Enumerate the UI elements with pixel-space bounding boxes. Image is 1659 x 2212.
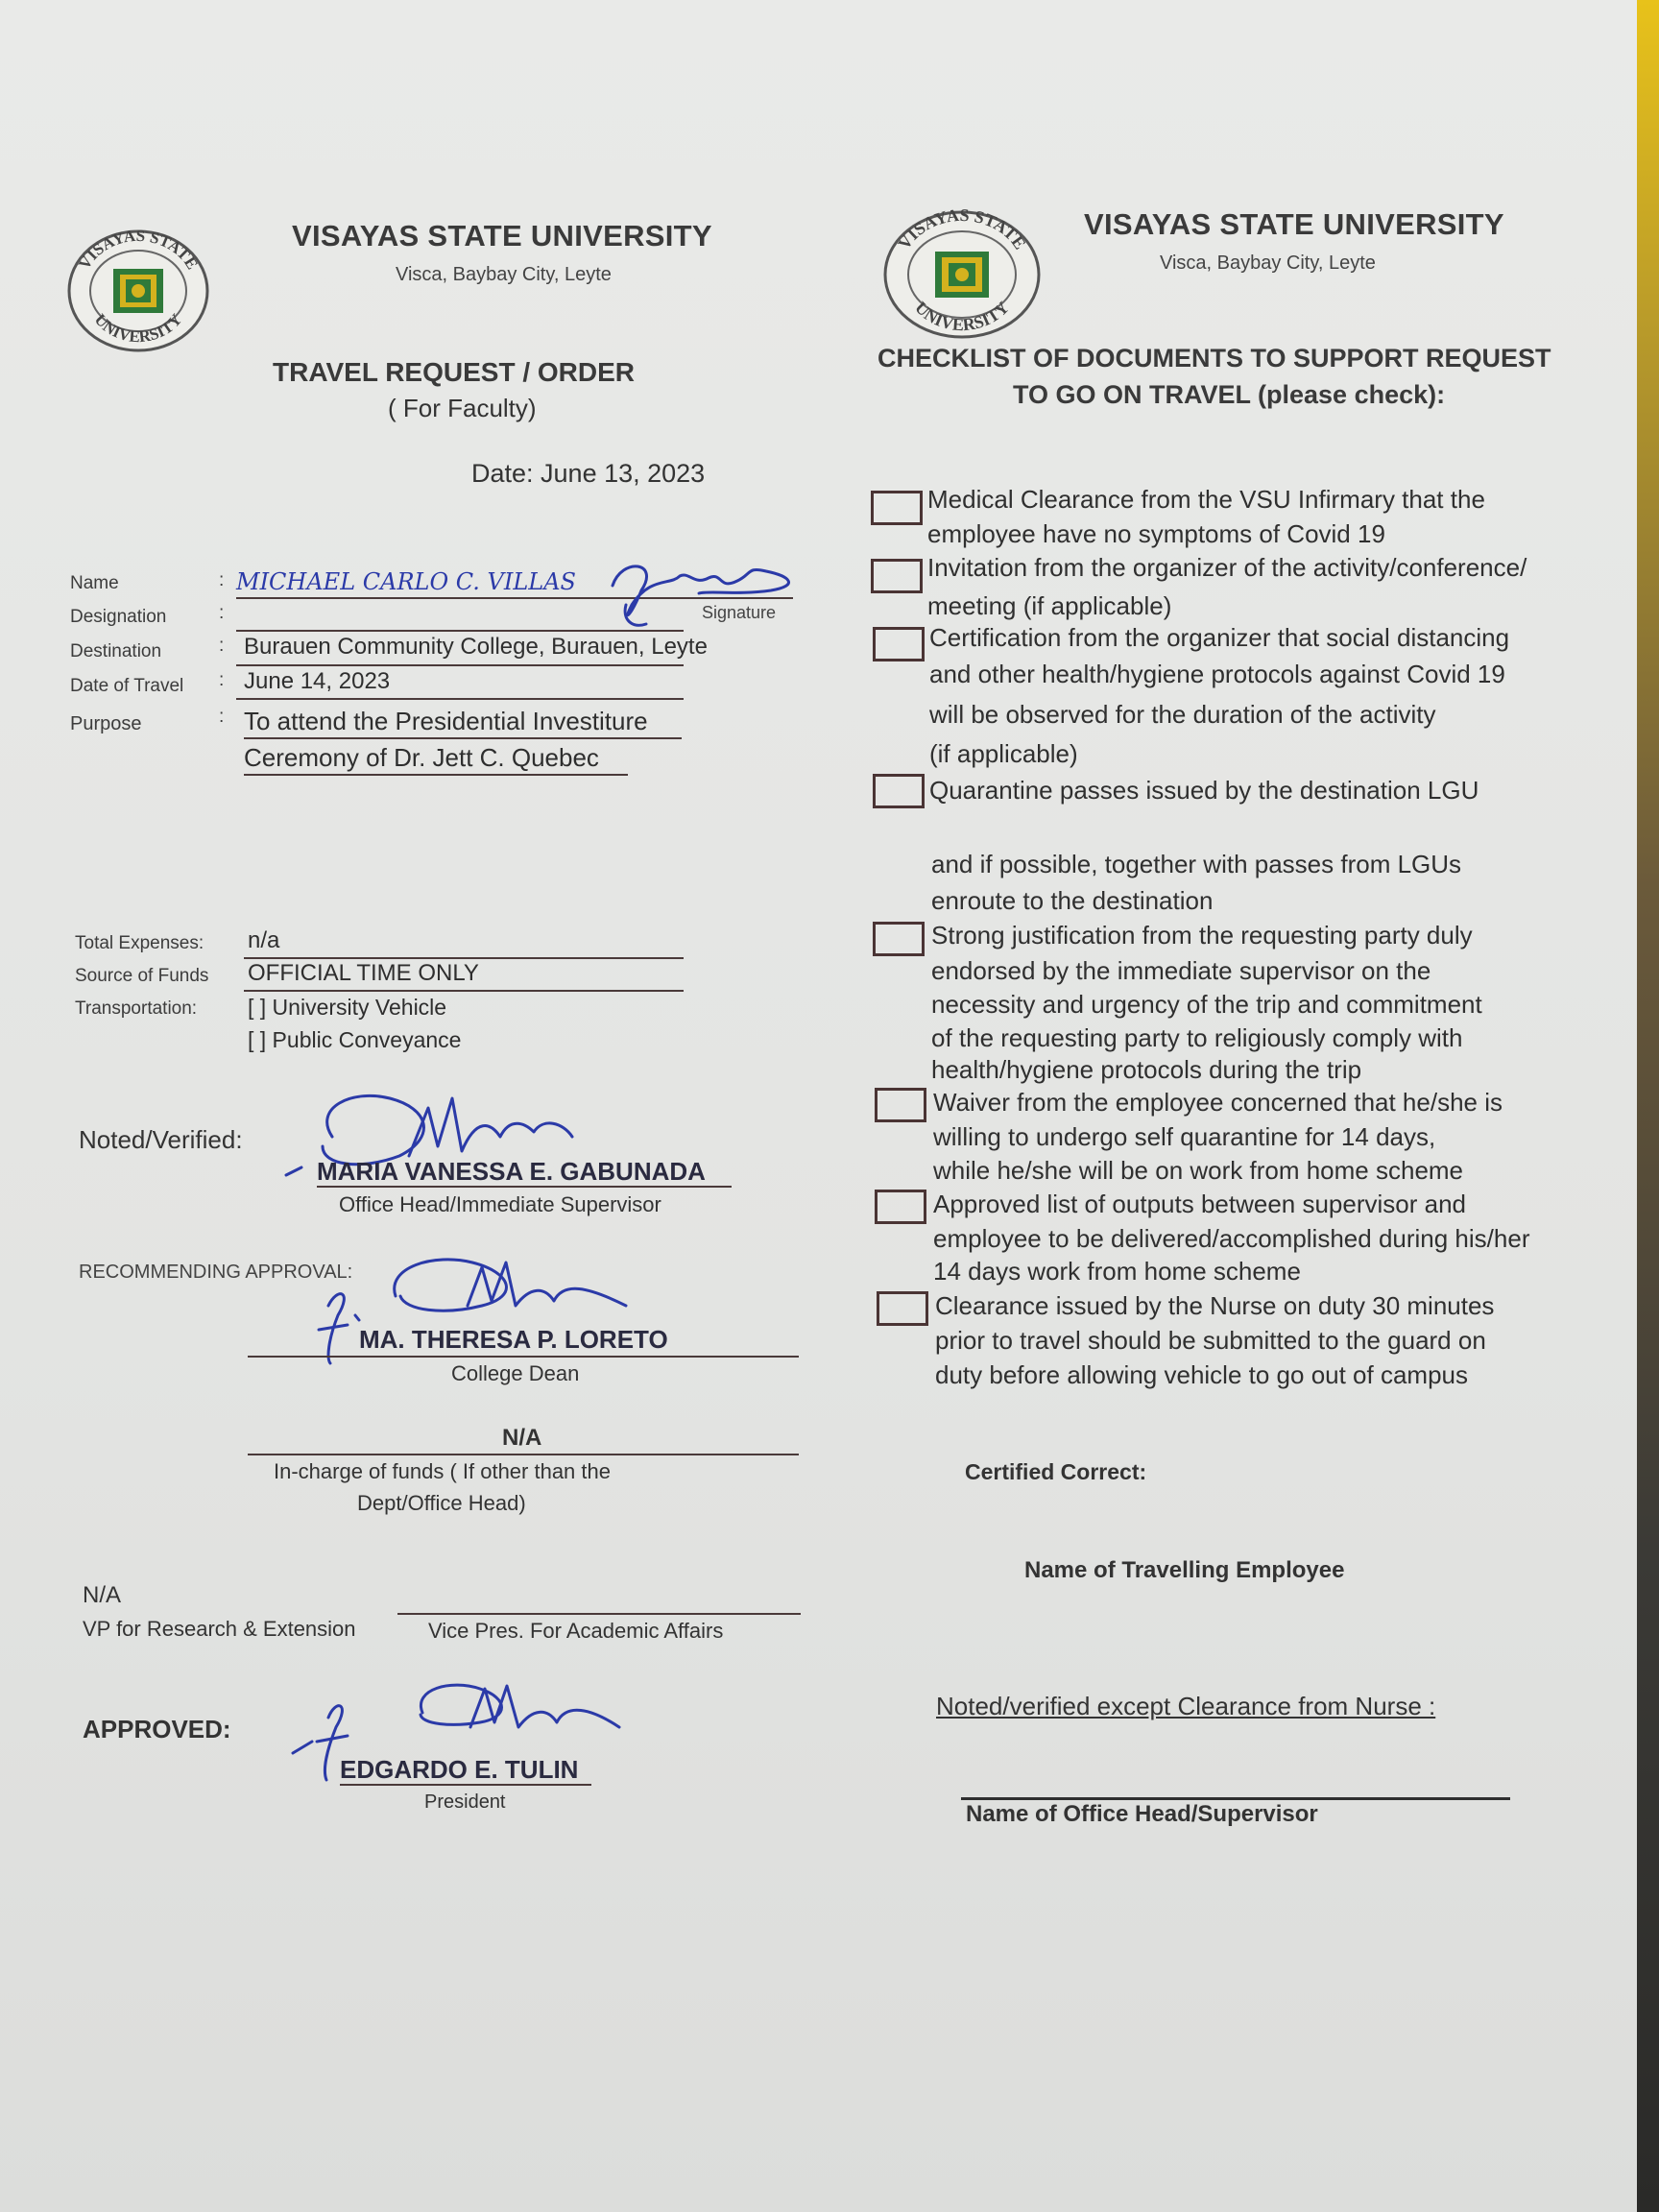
- transportation-label: Transportation:: [75, 998, 198, 1019]
- checkbox-invitation[interactable]: [871, 559, 923, 593]
- noted-verified-label: Noted/Verified:: [79, 1125, 243, 1154]
- total-expenses-label: Total Expenses:: [75, 933, 204, 953]
- destination-label: Destination: [70, 641, 162, 661]
- item-certification-line-1: Certification from the organizer that social distancing: [929, 623, 1510, 652]
- checkbox-certification[interactable]: [873, 627, 925, 661]
- office-head-label: Name of Office Head/Supervisor: [966, 1801, 1318, 1827]
- noted-except-nurse-label: Noted/verified except Clearance from Nurse :: [936, 1692, 1436, 1720]
- item-justification-line-1: Strong justification from the requesting party duly: [931, 921, 1473, 950]
- name-label: Name: [70, 573, 119, 593]
- item-justification-line-2: endorsed by the immediate supervisor on the: [931, 956, 1431, 985]
- item-certification-line-4: (if applicable): [929, 739, 1078, 768]
- president-line: [340, 1784, 591, 1786]
- item-quarantine-line-1: Quarantine passes issued by the destination LGU: [929, 776, 1479, 805]
- vp-academic-label: Vice Pres. For Academic Affairs: [428, 1619, 724, 1643]
- colon: :: [219, 570, 225, 590]
- checkbox-strong-justification[interactable]: [873, 922, 925, 956]
- item-waiver-line-2: willing to undergo self quarantine for 14 days,: [933, 1122, 1436, 1151]
- checkbox-medical-clearance[interactable]: [871, 491, 923, 525]
- total-expenses-line: [244, 957, 684, 959]
- purpose-line-2: Ceremony of Dr. Jett C. Quebec: [244, 743, 599, 772]
- funds-incharge-name: N/A: [502, 1425, 542, 1451]
- source-of-funds-label: Source of Funds: [75, 966, 209, 986]
- item-invitation-line-1: Invitation from the organizer of the activity/conference/: [927, 553, 1527, 582]
- item-quarantine-line-2: and if possible, together with passes from LGUs: [931, 850, 1462, 878]
- office-head-line: [961, 1797, 1510, 1800]
- source-of-funds-value: OFFICIAL TIME ONLY: [248, 960, 479, 986]
- item-outputs-line-1: Approved list of outputs between supervisor and: [933, 1190, 1467, 1218]
- colon: :: [219, 707, 225, 727]
- funds-role-line-1: In-charge of funds ( If other than the: [274, 1459, 611, 1483]
- university-seal-icon: [881, 209, 1043, 340]
- name-value: MICHAEL CARLO C. VILLAS: [236, 568, 576, 595]
- university-seal-icon: [65, 228, 211, 353]
- total-expenses-value: n/a: [248, 927, 280, 953]
- item-waiver-line-1: Waiver from the employee concerned that he/she is: [933, 1088, 1503, 1117]
- vp-research-na: N/A: [83, 1582, 122, 1608]
- right-university-name: VISAYAS STATE UNIVERSITY: [1084, 207, 1504, 241]
- dean-role: College Dean: [451, 1361, 580, 1385]
- destination-value: Burauen Community College, Burauen, Leyte: [244, 634, 708, 660]
- designation-label: Designation: [70, 607, 167, 627]
- supervisor-name: MARIA VANESSA E. GABUNADA: [317, 1157, 706, 1186]
- item-justification-line-3: necessity and urgency of the trip and commitment: [931, 990, 1482, 1019]
- checkbox-quarantine-passes[interactable]: [873, 774, 925, 808]
- left-university-name: VISAYAS STATE UNIVERSITY: [292, 219, 712, 252]
- item-certification-line-3: will be observed for the duration of the activity: [929, 700, 1436, 729]
- item-invitation-line-2: meeting (if applicable): [927, 591, 1172, 620]
- dean-name: MA. THERESA P. LORETO: [359, 1325, 668, 1354]
- transport-option-university-vehicle[interactable]: [ ] University Vehicle: [248, 995, 447, 1020]
- item-justification-line-5: health/hygiene protocols during the trip: [931, 1055, 1362, 1084]
- purpose-line-1: To attend the Presidential Investiture: [244, 707, 648, 735]
- colon: :: [219, 603, 225, 623]
- item-quarantine-line-3: enroute to the destination: [931, 886, 1214, 915]
- item-outputs-line-2: employee to be delivered/accomplished during his/her: [933, 1224, 1530, 1253]
- checkbox-approved-outputs[interactable]: [875, 1190, 926, 1224]
- certified-correct-label: Certified Correct:: [965, 1459, 1147, 1484]
- date-of-travel-line: [236, 698, 684, 700]
- item-nurse-line-1: Clearance issued by the Nurse on duty 30 minutes: [935, 1291, 1495, 1320]
- item-nurse-line-2: prior to travel should be submitted to the guard on: [935, 1326, 1486, 1355]
- desk-edge: [1637, 0, 1659, 2212]
- item-nurse-line-3: duty before allowing vehicle to go out of campus: [935, 1360, 1469, 1389]
- date-of-travel-value: June 14, 2023: [244, 668, 391, 694]
- svg-text:VISAYAS STATE: VISAYAS STATE: [75, 228, 202, 273]
- destination-line: [236, 664, 684, 666]
- checklist-title-line-1: CHECKLIST OF DOCUMENTS TO SUPPORT REQUEST: [878, 344, 1551, 373]
- colon: :: [219, 670, 225, 690]
- checklist-title-line-2: TO GO ON TRAVEL (please check):: [1013, 380, 1446, 409]
- purpose-underline-2: [244, 774, 628, 776]
- designation-line: [236, 630, 684, 632]
- svg-text:UNIVERSITY: UNIVERSITY: [911, 298, 1013, 335]
- form-title: TRAVEL REQUEST / ORDER: [273, 357, 636, 387]
- date-of-travel-label: Date of Travel: [70, 676, 184, 696]
- checkbox-waiver[interactable]: [875, 1088, 926, 1122]
- svg-text:UNIVERSITY: UNIVERSITY: [90, 310, 186, 347]
- source-of-funds-line: [244, 990, 684, 992]
- transport-option-public-conveyance[interactable]: [ ] Public Conveyance: [248, 1027, 462, 1052]
- purpose-label: Purpose: [70, 713, 142, 734]
- travelling-employee-label: Name of Travelling Employee: [1024, 1557, 1345, 1583]
- checkbox-nurse-clearance[interactable]: [877, 1291, 928, 1326]
- signature-label: Signature: [702, 603, 777, 622]
- vp-academic-line: [397, 1613, 801, 1615]
- item-outputs-line-3: 14 days work from home scheme: [933, 1257, 1301, 1286]
- item-medical-line-1: Medical Clearance from the VSU Infirmary that the: [927, 485, 1485, 514]
- vp-research-label: VP for Research & Extension: [83, 1617, 356, 1641]
- recommending-approval-label: RECOMMENDING APPROVAL:: [79, 1262, 353, 1283]
- item-medical-line-2: employee have no symptoms of Covid 19: [927, 519, 1385, 548]
- left-university-address: Visca, Baybay City, Leyte: [396, 264, 612, 285]
- funds-line: [248, 1454, 799, 1455]
- item-certification-line-2: and other health/hygiene protocols against Covid 19: [929, 660, 1505, 688]
- left-seal: [65, 228, 211, 358]
- president-role: President: [424, 1791, 506, 1813]
- svg-text:VISAYAS STATE: VISAYAS STATE: [894, 209, 1030, 253]
- request-date: Date: June 13, 2023: [471, 459, 706, 488]
- supervisor-role: Office Head/Immediate Supervisor: [339, 1192, 661, 1216]
- president-name: EDGARDO E. TULIN: [340, 1755, 579, 1784]
- right-seal: [881, 209, 1043, 345]
- dean-line: [248, 1356, 799, 1358]
- approved-label: APPROVED:: [83, 1715, 231, 1743]
- item-justification-line-4: of the requesting party to religiously comply with: [931, 1023, 1463, 1052]
- right-university-address: Visca, Baybay City, Leyte: [1160, 252, 1376, 274]
- funds-role-line-2: Dept/Office Head): [357, 1491, 526, 1515]
- item-waiver-line-3: while he/she will be on work from home scheme: [933, 1156, 1464, 1185]
- purpose-underline-1: [244, 737, 682, 739]
- supervisor-line: [317, 1186, 732, 1188]
- form-subtitle: ( For Faculty): [388, 394, 537, 422]
- colon: :: [219, 636, 225, 656]
